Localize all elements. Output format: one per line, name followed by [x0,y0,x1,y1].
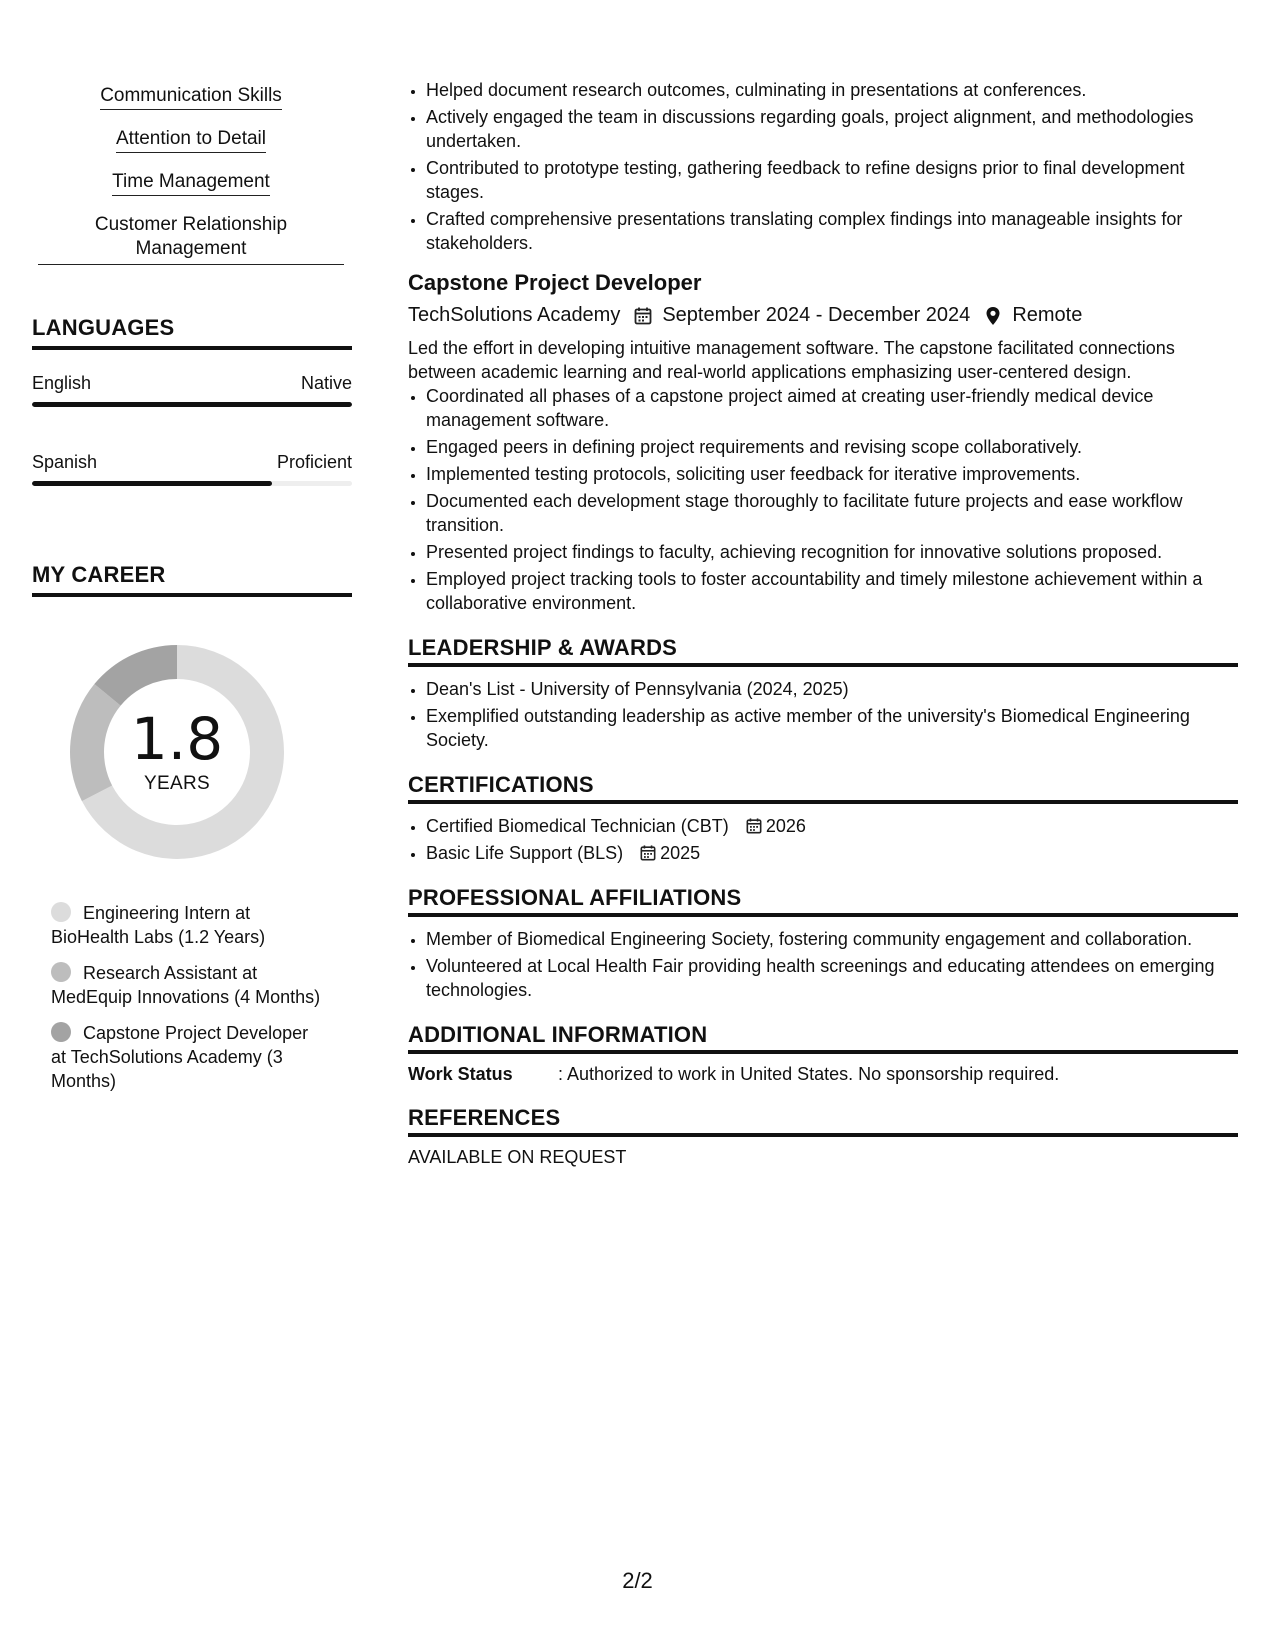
language-entry [32,372,352,407]
list-item [426,814,1238,838]
legend-dot-icon [51,1022,71,1042]
list-item: • Member of Biomedical Engineering Society, fostering community engagement and collaboration. [426,927,1238,951]
career-total-unit: YEARS [144,773,210,794]
career-donut-chart [62,637,292,867]
legend-item: Research Assistant at MedEquip Innovations (4 Months) [51,963,321,1007]
language-name: English [32,373,92,393]
work-status-row [408,1064,1238,1085]
left-column [32,84,352,1105]
list-item: • Engaged peers in defining project requirements and revising scope collaboratively. [426,435,1238,459]
leadership-list [408,677,1238,752]
legend-item: Engineering Intern at BioHealth Labs (1.2 Years) [51,903,266,947]
job-title: Capstone Project Developer [408,270,702,295]
language-proficiency-fill [32,481,272,486]
skills-list [38,84,344,265]
list-item: • Coordinated all phases of a capstone project aimed at creating user-friendly medical device management software. [426,384,1238,432]
list-item: • Contributed to prototype testing, gathering feedback to refine designs prior to final development stages. [426,156,1238,204]
skill-item: Customer Relationship Management [38,213,344,265]
career-total-years: 1.8 [130,705,224,773]
right-column [408,78,1238,1168]
previous-job-bullets [408,78,1238,255]
job-location: Remote [1012,304,1083,326]
job-description: Led the effort in developing intuitive management software. The capstone facilitated connections between academic learning and real-world applications emphasizing user-centered design. [408,338,1175,382]
legend-dot-icon [51,962,71,982]
list-item: • Volunteered at Local Health Fair providing health screenings and educating attendees on emerging technologies. [426,954,1238,1002]
calendar-icon [640,845,656,861]
list-item: • Documented each development stage thoroughly to facilitate future projects and ease workflow transition. [426,489,1238,537]
certification-year: 2025 [660,843,701,863]
job-dates: September 2024 - December 2024 [662,304,971,326]
list-item: • Crafted comprehensive presentations translating complex findings into manageable insights for stakeholders. [426,207,1238,255]
calendar-icon [634,306,652,324]
list-item: • Implemented testing protocols, soliciting user feedback for iterative improvements. [426,462,1238,486]
location-pin-icon [984,306,1002,324]
job-company: TechSolutions Academy [408,304,621,326]
references-heading: REFERENCES [408,1105,1238,1137]
list-item: • Exemplified outstanding leadership as active member of the university's Biomedical Engineering Society. [426,704,1238,752]
certifications-heading: CERTIFICATIONS [408,772,1238,804]
work-status-label: Work Status [408,1064,513,1084]
page-number: 2/2 [622,1568,653,1593]
skill-item: Time Management [38,170,344,196]
additional-info-heading: ADDITIONAL INFORMATION [408,1022,1238,1054]
list-item: • Presented project findings to faculty, achieving recognition for innovative solutions proposed. [426,540,1238,564]
legend-dot-icon [51,902,71,922]
language-name: Spanish [32,452,98,472]
list-item: • Actively engaged the team in discussions regarding goals, project alignment, and methodologies undertaken. [426,105,1238,153]
calendar-icon [746,818,762,834]
language-proficiency-bar [32,481,352,486]
affiliations-list [408,927,1238,1002]
certifications-list [408,814,1238,865]
work-status-value: : Authorized to work in United States. No sponsorship required. [558,1064,1060,1084]
affiliations-heading: PROFESSIONAL AFFILIATIONS [408,885,1238,917]
list-item [426,841,1238,865]
references-text: AVAILABLE ON REQUEST [408,1147,627,1167]
list-item: • Dean's List - University of Pennsylvania (2024, 2025) [426,677,1238,701]
skill-item: Attention to Detail [38,127,344,153]
skill-item: Communication Skills [38,84,344,110]
language-proficiency-bar [32,402,352,407]
job-bullets [408,384,1238,615]
language-proficiency-fill [32,402,352,407]
certification-name: Certified Biomedical Technician (CBT) [426,816,729,836]
list-item: • Employed project tracking tools to foster accountability and timely milestone achievement within a collaborative environment. [426,567,1238,615]
career-heading: MY CAREER [32,562,352,597]
legend-item: Capstone Project Developer at TechSolutions Academy (3 Months) [51,1023,309,1091]
certification-year: 2026 [765,816,806,836]
job-meta [408,302,1238,328]
language-entry [32,451,352,486]
leadership-heading: LEADERSHIP & AWARDS [408,635,1238,667]
language-level: Native [300,373,352,393]
certification-name: Basic Life Support (BLS) [426,843,624,863]
languages-heading: LANGUAGES [32,315,352,350]
list-item: • Helped document research outcomes, culminating in presentations at conferences. [426,78,1238,102]
language-level: Proficient [276,452,352,472]
career-legend [51,901,321,1093]
